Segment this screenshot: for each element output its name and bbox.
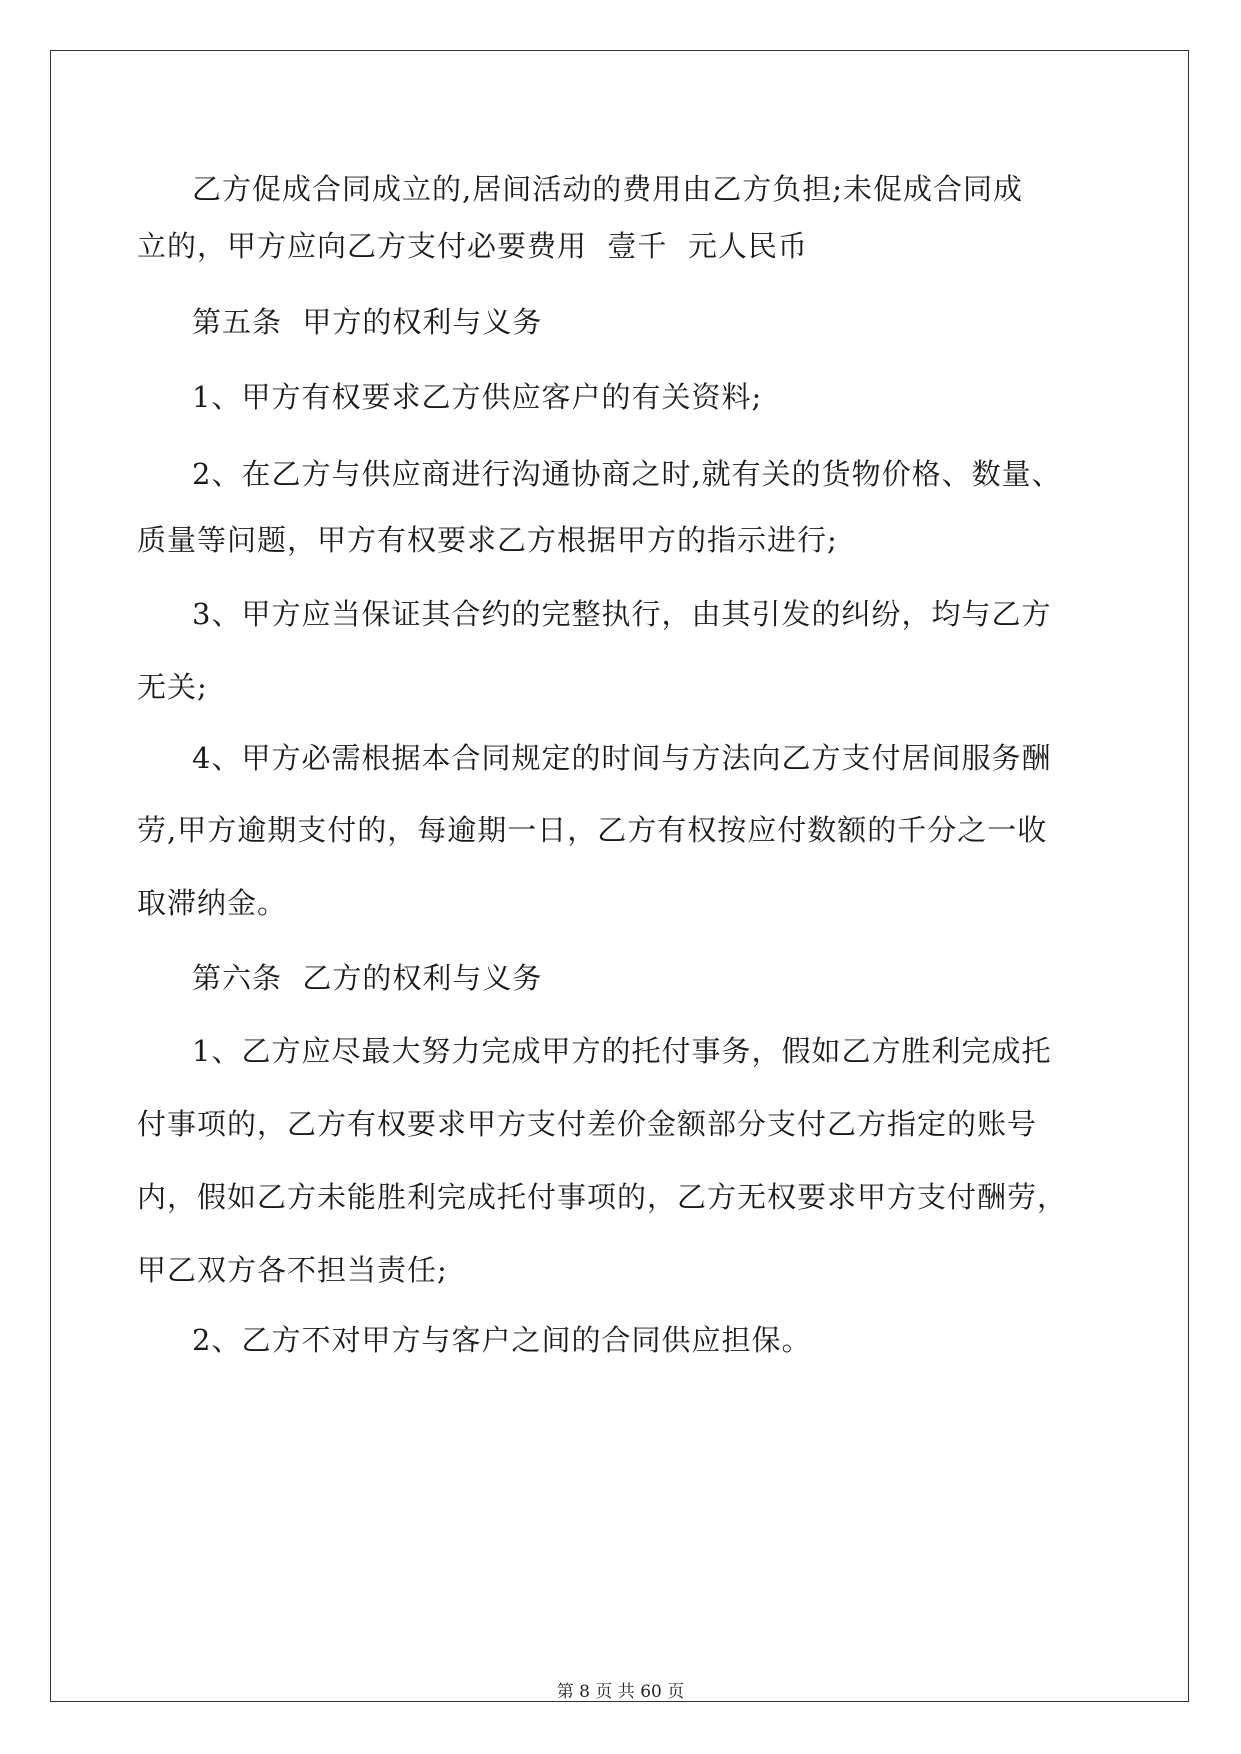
paragraph-continuation-line: 甲乙双方各不担当责任; bbox=[137, 1253, 448, 1287]
paragraph-first-line: 4、甲方必需根据本合同规定的时间与方法向乙方支付居间服务酬 bbox=[192, 741, 1052, 775]
page-footer: 第 8 页 共 60 页 bbox=[556, 1682, 685, 1702]
page-border bbox=[50, 50, 1189, 1702]
paragraph-first-line: 3、甲方应当保证其合约的完整执行，由其引发的纠纷，均与乙方 bbox=[192, 597, 1052, 631]
paragraph-first-line: 第六条 乙方的权利与义务 bbox=[192, 961, 543, 995]
paragraph-continuation-line: 质量等问题，甲方有权要求乙方根据甲方的指示进行; bbox=[137, 523, 838, 557]
paragraph-continuation-line: 取滞纳金。 bbox=[137, 886, 288, 920]
paragraph-continuation-line: 无关; bbox=[137, 670, 208, 704]
paragraph-continuation-line: 付事项的，乙方有权要求甲方支付差价金额部分支付乙方指定的账号 bbox=[137, 1107, 1038, 1141]
paragraph-first-line: 1、甲方有权要求乙方供应客户的有关资料; bbox=[192, 380, 763, 414]
paragraph-first-line: 2、乙方不对甲方与客户之间的合同供应担保。 bbox=[192, 1323, 812, 1357]
paragraph-continuation-line: 内，假如乙方未能胜利完成托付事项的，乙方无权要求甲方支付酬劳， bbox=[137, 1180, 1068, 1214]
paragraph-continuation-line: 立的，甲方应向乙方支付必要费用 壹千 元人民币 bbox=[137, 229, 808, 263]
paragraph-continuation-line: 劳,甲方逾期支付的，每逾期一日，乙方有权按应付数额的千分之一收 bbox=[137, 813, 1048, 847]
paragraph-first-line: 乙方促成合同成立的,居间活动的费用由乙方负担;未促成合同成 bbox=[192, 172, 1023, 206]
paragraph-first-line: 2、在乙方与供应商进行沟通协商之时,就有关的货物价格、数量、 bbox=[192, 457, 1062, 491]
paragraph-first-line: 1、乙方应尽最大努力完成甲方的托付事务，假如乙方胜利完成托 bbox=[192, 1034, 1052, 1068]
paragraph-first-line: 第五条 甲方的权利与义务 bbox=[192, 305, 543, 339]
